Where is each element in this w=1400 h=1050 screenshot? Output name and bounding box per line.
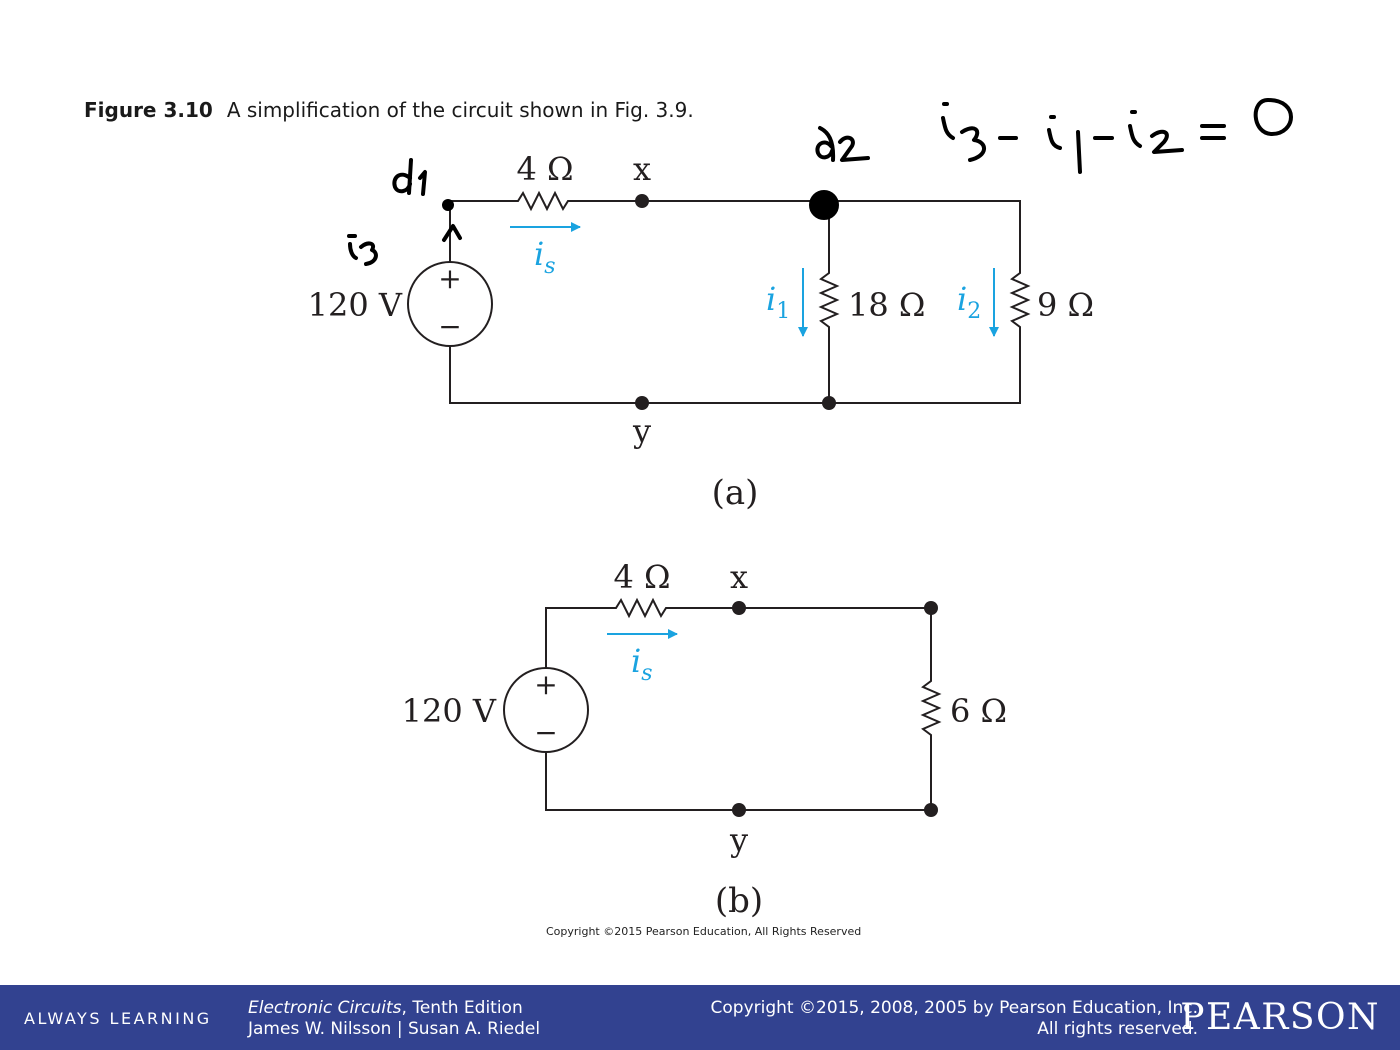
- footer-bar: [0, 985, 1400, 1050]
- node-a-x: [635, 194, 649, 208]
- current-label-is-b: [631, 642, 653, 686]
- footer-book-title-line: [248, 998, 540, 1019]
- footer-book-title: Electronic Circuits: [248, 998, 402, 1018]
- circuit-b: [504, 600, 939, 817]
- resistor-a-9ohm: [1012, 268, 1028, 336]
- node-b-y: [732, 803, 746, 817]
- wire-b-bottom: [546, 745, 931, 810]
- source-minus-a: −: [438, 310, 462, 343]
- resistor-b-6ohm: [923, 676, 939, 745]
- resistor-label-a-4ohm: 4 Ω: [516, 150, 574, 188]
- annotation-node-d1-arrow: [444, 226, 460, 240]
- current-label-is-a: [534, 235, 556, 279]
- source-minus-b: −: [534, 716, 558, 749]
- resistor-label-b-4ohm: 4 Ω: [613, 558, 671, 596]
- current-subscript-i2: 2: [967, 299, 982, 324]
- figure-number: Figure 3.10: [84, 98, 213, 122]
- current-symbol-i2: i: [957, 280, 968, 318]
- resistor-label-a-18ohm: 18 Ω: [848, 286, 926, 324]
- annotation-d1: [394, 160, 425, 194]
- node-b-top-right: [924, 601, 938, 615]
- figure-copyright: Copyright ©2015 Pearson Education, All Rights Reserved: [546, 925, 862, 938]
- current-subscript-is-a: s: [544, 254, 556, 279]
- labels-b: [402, 558, 1007, 921]
- footer-copyright-line2: All rights reserved.: [1037, 1019, 1198, 1039]
- current-subscript-is-b: s: [641, 661, 653, 686]
- current-symbol-i1: i: [766, 280, 777, 318]
- wire-a-bottom: [450, 336, 1020, 403]
- node-label-a-y: y: [632, 412, 652, 450]
- pearson-logo: PEARSON: [1180, 997, 1380, 1038]
- wire-b-top-left: [546, 608, 610, 668]
- current-label-i2: [957, 280, 981, 324]
- wire-a-top-mid: [574, 201, 1020, 268]
- node-b-x: [732, 601, 746, 615]
- node-label-b-x: x: [729, 558, 749, 596]
- footer-authors: James W. Nilsson | Susan A. Riedel: [248, 1019, 541, 1039]
- annotation-d2: [817, 128, 868, 160]
- footer-copyright-line1: Copyright ©2015, 2008, 2005 by Pearson Education, Inc.: [710, 998, 1198, 1018]
- figure-caption-text: A simplification of the circuit shown in Fig. 3.9.: [226, 98, 694, 122]
- source-label-a: 120 V: [307, 286, 402, 324]
- source-plus-b: +: [534, 668, 558, 701]
- current-symbol-is-a: i: [534, 235, 545, 273]
- panel-label-b: (b): [714, 881, 764, 921]
- node-label-a-x: x: [632, 150, 652, 188]
- resistor-label-b-6ohm: 6 Ω: [950, 692, 1008, 730]
- footer-book-info: [248, 998, 540, 1040]
- footer-copyright: [711, 998, 1198, 1040]
- annotation-node-d2-dot: [811, 192, 837, 218]
- footer-book-edition: , Tenth Edition: [401, 998, 523, 1018]
- resistor-a-18ohm: [821, 268, 837, 336]
- current-subscript-i1: 1: [776, 299, 791, 324]
- source-plus-a: +: [438, 262, 462, 295]
- footer-tagline: ALWAYS LEARNING: [24, 1009, 212, 1028]
- node-a-y: [635, 396, 649, 410]
- circuit-a: [408, 193, 1028, 410]
- annotation-node-d1-dot: [442, 199, 454, 211]
- node-b-bottom-right: [924, 803, 938, 817]
- resistor-label-a-9ohm: 9 Ω: [1037, 286, 1095, 324]
- resistor-a-4ohm: [512, 193, 574, 209]
- current-symbol-is-b: i: [631, 642, 642, 680]
- current-label-i1: [766, 280, 790, 324]
- node-a-bottom-junction: [822, 396, 836, 410]
- annotation-i3: [349, 236, 376, 264]
- resistor-b-4ohm: [610, 600, 672, 616]
- node-label-b-y: y: [729, 821, 749, 859]
- source-label-b: 120 V: [401, 692, 496, 730]
- annotation-equation: [943, 100, 1291, 172]
- wire-b-top-right: [672, 608, 931, 676]
- handwritten-annotations: [349, 100, 1291, 264]
- panel-label-a: (a): [711, 473, 759, 513]
